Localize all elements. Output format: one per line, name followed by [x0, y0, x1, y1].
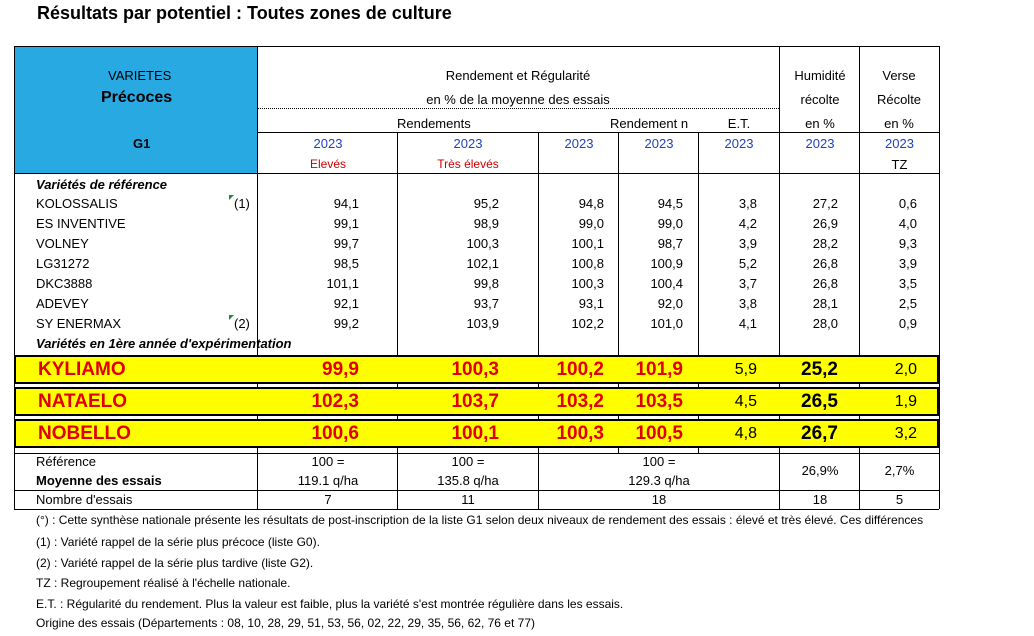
table-top-border: [14, 46, 939, 47]
reference-cell: 101,1: [326, 276, 359, 291]
header-dotted-line: [257, 108, 779, 109]
new-variety-cell: 100,6: [311, 423, 359, 444]
reference-cell: 93,7: [473, 296, 499, 311]
table-header-line: [257, 132, 939, 133]
table-bottom-border: [14, 509, 939, 510]
footnote-1: (1) : Variété rappel de la série plus précoce (liste G0).: [36, 535, 320, 549]
nb-essais-4: 18: [812, 492, 828, 507]
reference-variety-name: VOLNEY: [36, 236, 89, 251]
reference-cell: 100,9: [650, 256, 683, 271]
reference-cell: 94,1: [333, 196, 359, 211]
footnote-origine: Origine des essais (Départements : 08, 10, 28, 29, 51, 53, 56, 02, 22, 29, 35, 56, 62, 76 et 77): [36, 616, 535, 630]
header-humidite-3: en %: [805, 116, 835, 131]
reference-cell: 28,1: [812, 296, 838, 311]
reference-cell: 0,9: [898, 316, 917, 331]
moyenne-label: Moyenne des essais: [36, 473, 162, 488]
new-variety-cell: 103,7: [451, 391, 499, 412]
footnote-general: (°) : Cette synthèse nationale présente les résultats de post-inscription de la liste G1 selon deux niveaux de rendement des essais : élevé et très élevé. Ces différences: [36, 513, 924, 527]
reference-cell: 3,8: [738, 196, 757, 211]
header-rendement-subtitle: en % de la moyenne des essais: [426, 92, 610, 107]
year-col-5: 2023: [724, 136, 754, 151]
reference-cell: 28,2: [812, 236, 838, 251]
reference-cell: 102,2: [571, 316, 604, 331]
variety-header-cell: [14, 47, 257, 173]
new-variety-cell: 100,1: [451, 423, 499, 444]
year-col-4: 2023: [644, 136, 674, 151]
new-variety-cell: 25,2: [801, 359, 838, 380]
new-variety-cell: 26,7: [801, 423, 838, 444]
header-verse-3: en %: [884, 116, 914, 131]
ref-val-3: 129.3 q/ha: [628, 473, 690, 488]
sub-tz: TZ: [891, 157, 908, 172]
sub-tres-eleves: Très élevés: [437, 157, 499, 171]
nb-essais-5: 5: [895, 492, 904, 507]
year-col-6: 2023: [805, 136, 835, 151]
new-variety-cell: 26,5: [801, 391, 838, 412]
header-verse-2: Récolte: [876, 92, 922, 107]
new-variety-cell: 1,9: [894, 393, 917, 410]
reference-cell: 2,5: [898, 296, 917, 311]
nb-essais-2: 11: [461, 492, 475, 507]
new-variety-cell: 99,9: [322, 359, 359, 380]
reference-cell: 3,9: [898, 256, 917, 271]
reference-cell: 3,8: [738, 296, 757, 311]
new-variety-cell: 101,9: [635, 359, 683, 380]
new-variety-cell: 103,5: [635, 391, 683, 412]
reference-variety-name: ADEVEY: [36, 296, 89, 311]
reference-cell: 99,8: [473, 276, 499, 291]
reference-cell: 28,0: [812, 316, 838, 331]
reference-cell: 94,8: [578, 196, 604, 211]
header-rendements: Rendements: [397, 116, 471, 131]
reference-cell: 3,5: [898, 276, 917, 291]
col-line-3: [538, 132, 539, 509]
table-count-top: [14, 490, 939, 491]
header-humidite-1: Humidité: [794, 68, 846, 83]
col-line-8: [939, 46, 940, 509]
footnote-2: (2) : Variété rappel de la série plus tardive (liste G2).: [36, 556, 314, 570]
comment-marker-icon: [229, 315, 234, 320]
reference-cell: 98,7: [657, 236, 683, 251]
reference-cell: 3,9: [738, 236, 757, 251]
header-rendement-title: Rendement et Régularité: [445, 68, 591, 83]
nb-essais-label: Nombre d'essais: [36, 492, 133, 507]
page-title: Résultats par potentiel : Toutes zones de culture: [37, 3, 452, 23]
reference-cell: 98,5: [333, 256, 359, 271]
new-variety-cell: 100,2: [556, 359, 604, 380]
new-variety-name: NOBELLO: [38, 423, 131, 444]
reference-cell: 26,8: [812, 256, 838, 271]
reference-variety-name: LG31272: [36, 256, 90, 271]
reference-cell: 94,5: [657, 196, 683, 211]
section-new: Variétés en 1ère année d'expérimentation: [36, 336, 292, 351]
reference-cell: 0,6: [898, 196, 917, 211]
reference-cell: 5,2: [738, 256, 757, 271]
reference-cell: 103,9: [466, 316, 499, 331]
reference-cell: 101,0: [650, 316, 683, 331]
col-line-2: [397, 132, 398, 509]
reference-cell: 99,7: [333, 236, 359, 251]
header-et: E.T.: [727, 116, 751, 131]
reference-cell: 100,3: [571, 276, 604, 291]
reference-cell: 93,1: [578, 296, 604, 311]
header-rendement-n: Rendement n: [610, 116, 689, 131]
year-col-1: 2023: [313, 136, 343, 151]
comment-marker-icon: [229, 195, 234, 200]
reference-cell: 26,9: [812, 216, 838, 231]
ref-val-2: 135.8 q/ha: [437, 473, 499, 488]
new-variety-name: KYLIAMO: [38, 359, 126, 380]
reference-cell: 99,2: [333, 316, 359, 331]
reference-variety-name: KOLOSSALIS: [36, 196, 118, 211]
reference-cell: 95,2: [473, 196, 499, 211]
new-variety-cell: 100,3: [451, 359, 499, 380]
header-varietes: VARIETES: [108, 68, 172, 83]
new-variety-name: NATAELO: [38, 391, 128, 412]
footnote-et: E.T. : Régularité du rendement. Plus la valeur est faible, plus la variété s'est montrée régulière dans les essais.: [36, 597, 624, 611]
reference-variety-name: SY ENERMAX: [36, 316, 122, 331]
new-variety-cell: 4,8: [734, 425, 757, 442]
reference-cell: 99,0: [657, 216, 683, 231]
reference-cell: 9,3: [898, 236, 917, 251]
new-variety-cell: 5,9: [734, 361, 757, 378]
reference-cell: 92,0: [657, 296, 683, 311]
header-precoces: Précoces: [101, 89, 173, 106]
reference-cell: 92,1: [333, 296, 359, 311]
new-variety-cell: 2,0: [894, 361, 917, 378]
section-reference: Variétés de référence: [36, 177, 168, 192]
reference-cell: 4,0: [898, 216, 917, 231]
new-variety-cell: 100,5: [635, 423, 683, 444]
nb-essais-3: 18: [651, 492, 667, 507]
footnote-tz: TZ : Regroupement réalisé à l'échelle nationale.: [36, 576, 291, 590]
year-col-2: 2023: [453, 136, 483, 151]
new-variety-cell: 4,5: [734, 393, 757, 410]
new-variety-cell: 102,3: [311, 391, 359, 412]
ref-eq-1: 100 =: [311, 454, 345, 469]
header-verse-1: Verse: [882, 68, 916, 83]
reference-cell: 100,4: [650, 276, 683, 291]
ref-humidite: 26,9%: [801, 463, 839, 478]
sub-eleves: Elevés: [309, 157, 347, 171]
reference-cell: 3,7: [738, 276, 757, 291]
reference-cell: 99,1: [333, 216, 359, 231]
reference-cell: 98,9: [473, 216, 499, 231]
reference-cell: 99,0: [578, 216, 604, 231]
reference-cell: 26,8: [812, 276, 838, 291]
year-col-3: 2023: [564, 136, 594, 151]
reference-label: Référence: [36, 454, 96, 469]
reference-variety-name: DKC3888: [36, 276, 93, 291]
new-variety-cell: 103,2: [556, 391, 604, 412]
year-col-7: 2023: [885, 136, 914, 151]
reference-cell: 100,1: [571, 236, 604, 251]
nb-essais-1: 7: [324, 492, 332, 507]
new-variety-cell: 3,2: [894, 425, 917, 442]
ref-eq-3: 100 =: [642, 454, 676, 469]
reference-cell: 4,1: [738, 316, 757, 331]
reference-cell: 102,1: [466, 256, 499, 271]
ref-val-1: 119.1 q/ha: [297, 473, 359, 488]
reference-cell: 27,2: [812, 196, 838, 211]
reference-cell: 100,8: [571, 256, 604, 271]
reference-cell: 100,3: [466, 236, 499, 251]
reference-variety-note: (2): [234, 316, 250, 331]
reference-variety-name: ES INVENTIVE: [36, 216, 126, 231]
reference-variety-note: (1): [234, 196, 250, 211]
reference-cell: 4,2: [738, 216, 757, 231]
header-group: G1: [133, 136, 151, 151]
ref-verse: 2,7%: [884, 463, 915, 478]
new-variety-cell: 100,3: [556, 423, 604, 444]
header-humidite-2: récolte: [800, 92, 840, 107]
table-header-bottom: [14, 173, 939, 174]
ref-eq-2: 100 =: [451, 454, 485, 469]
